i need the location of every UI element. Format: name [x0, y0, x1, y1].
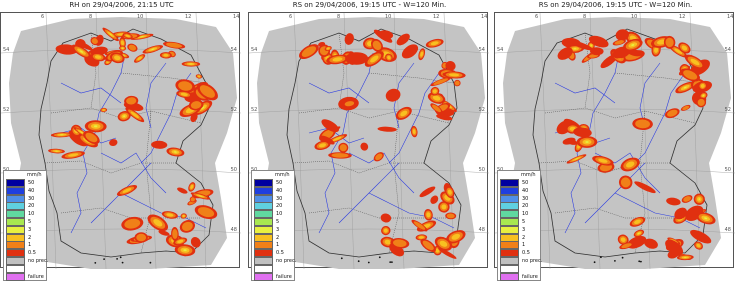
legend-label: failure: [276, 273, 292, 280]
legend-swatch: [500, 202, 519, 210]
legend-label: 3: [522, 226, 526, 233]
latitude-tick: 54: [3, 47, 10, 53]
color-legend: [497, 170, 541, 281]
legend-item: [254, 249, 294, 257]
legend-label: 40: [522, 187, 529, 194]
longitude-tick: 6: [289, 14, 293, 20]
longitude-tick: 6: [41, 14, 45, 20]
longitude-tick: 12: [185, 14, 192, 20]
legend-item: [6, 210, 46, 218]
longitude-tick: 14: [233, 14, 240, 20]
station-dot: [122, 262, 124, 264]
legend-item: [254, 265, 294, 273]
station-dot: [103, 258, 105, 260]
legend-swatch: [500, 257, 519, 265]
station-dot: [120, 256, 122, 258]
legend-item: [500, 257, 543, 265]
legend-item: [500, 234, 540, 242]
legend-swatch: [6, 234, 25, 242]
legend-label: 1: [28, 242, 32, 249]
legend-item: [500, 195, 540, 203]
legend-unit: mm/h: [275, 172, 290, 178]
longitude-tick: 8: [89, 14, 93, 20]
panel: [494, 0, 737, 280]
latitude-tick: 52: [3, 107, 10, 113]
legend-swatch: [500, 187, 519, 195]
legend-label: 20: [28, 203, 35, 210]
legend-swatch: [500, 265, 519, 273]
legend-swatch: [254, 179, 273, 187]
legend-label: failure: [28, 273, 44, 280]
legend-item: [254, 195, 294, 203]
latitude-tick: 54: [724, 47, 731, 53]
legend-label: 1: [522, 242, 526, 249]
legend-swatch: [254, 218, 273, 226]
legend-label: 1: [276, 242, 280, 249]
legend-item: [6, 234, 46, 242]
legend-item: [6, 226, 46, 234]
legend-item: [500, 179, 540, 187]
legend-swatch: [254, 273, 273, 281]
legend-swatch: [254, 257, 273, 265]
longitude-tick: 6: [535, 14, 539, 20]
precipitation-cell: [136, 234, 146, 241]
legend-swatch: [500, 273, 519, 281]
panel: [248, 0, 491, 280]
station-dot: [614, 260, 616, 262]
legend-swatch: [6, 226, 25, 234]
radar-map: [0, 12, 240, 280]
panel-title: RS on 29/04/2006, 19:15 UTC - W=120 Min.: [538, 1, 693, 9]
legend-swatch: [254, 187, 273, 195]
latitude-tick: 52: [497, 107, 504, 113]
station-dot: [358, 260, 360, 262]
legend-label: failure: [522, 273, 538, 280]
panel-title: RS on 29/04/2006, 19:15 UTC - W=120 Min.: [292, 1, 447, 9]
latitude-tick: 54: [478, 47, 485, 53]
legend-swatch: [500, 249, 519, 257]
legend-item: [6, 257, 49, 265]
legend-label: 30: [522, 195, 529, 202]
longitude-tick: 14: [481, 14, 488, 20]
legend-swatch: [500, 234, 519, 242]
latitude-tick: 50: [230, 167, 237, 173]
legend-item: [6, 202, 46, 210]
longitude-tick: 10: [385, 14, 392, 20]
legend-item: [254, 202, 294, 210]
latitude-tick: 52: [251, 107, 258, 113]
legend-label: 30: [28, 195, 35, 202]
longitude-tick: 8: [583, 14, 587, 20]
legend-label: 50: [522, 180, 529, 186]
latitude-tick: 52: [230, 107, 237, 113]
legend-label: 50: [276, 180, 283, 186]
latitude-tick: 48: [230, 227, 237, 233]
legend-label: 2: [276, 234, 280, 241]
legend-swatch: [6, 265, 25, 273]
legend-swatch: [6, 218, 25, 226]
station-dot: [622, 257, 624, 259]
legend-swatch: [254, 226, 273, 234]
legend-item: [500, 210, 540, 218]
legend-item: [254, 218, 294, 226]
legend-swatch: [500, 226, 519, 234]
legend-unit: mm/h: [27, 172, 42, 178]
legend-label: 10: [522, 211, 529, 218]
legend-swatch: [254, 195, 273, 203]
legend-swatch: [500, 179, 519, 187]
legend-item: [254, 187, 294, 195]
legend-swatch: [500, 241, 519, 249]
legend-item: [500, 218, 540, 226]
legend-swatch: [254, 249, 273, 257]
station-dot: [379, 256, 381, 258]
longitude-tick: 10: [137, 14, 144, 20]
longitude-tick: 12: [679, 14, 686, 20]
latitude-tick: 52: [724, 107, 731, 113]
legend-label: 20: [276, 203, 283, 210]
station-dot: [150, 262, 152, 264]
station-dot: [391, 261, 393, 263]
legend-item: [500, 187, 540, 195]
color-legend: [251, 170, 295, 281]
latitude-tick: 50: [724, 167, 731, 173]
legend-label: 40: [276, 187, 283, 194]
station-dot: [94, 262, 96, 264]
legend-label: 50: [28, 180, 35, 186]
legend-swatch: [6, 249, 25, 257]
legend-swatch: [6, 195, 25, 203]
legend-item: [6, 187, 46, 195]
radar-map: [248, 12, 488, 280]
legend-swatch: [6, 241, 25, 249]
legend-item: [254, 179, 294, 187]
legend-item: [6, 179, 46, 187]
legend-item: [6, 195, 46, 203]
legend-item: [500, 265, 540, 273]
legend-label: no prec.: [276, 258, 297, 264]
latitude-tick: 48: [478, 227, 485, 233]
legend-label: 5: [276, 219, 280, 225]
latitude-tick: 50: [478, 167, 485, 173]
legend-item: [254, 241, 294, 249]
station-dot: [600, 256, 602, 258]
legend-item: [500, 249, 540, 257]
radar-map: [494, 12, 734, 280]
longitude-tick: 12: [433, 14, 440, 20]
station-dot: [368, 262, 370, 264]
legend-label: 0.5: [522, 250, 530, 257]
legend-item: [500, 241, 540, 249]
legend-swatch: [6, 210, 25, 218]
color-legend: [3, 170, 47, 281]
longitude-tick: 10: [631, 14, 638, 20]
longitude-tick: 14: [727, 14, 734, 20]
legend-swatch: [254, 202, 273, 210]
legend-label: 40: [28, 187, 35, 194]
legend-swatch: [6, 187, 25, 195]
legend-swatch: [500, 195, 519, 203]
station-dot: [640, 261, 642, 263]
legend-label: 10: [276, 211, 283, 218]
legend-swatch: [6, 257, 25, 265]
legend-label: 3: [28, 226, 32, 233]
legend-swatch: [6, 273, 25, 281]
latitude-tick: 54: [497, 47, 504, 53]
legend-item: [254, 234, 294, 242]
latitude-tick: 54: [251, 47, 258, 53]
legend-item: [6, 265, 46, 273]
station-dot: [638, 260, 640, 262]
legend-label: 20: [522, 203, 529, 210]
legend-swatch: [254, 241, 273, 249]
station-dot: [116, 258, 118, 260]
legend-swatch: [6, 202, 25, 210]
legend-label: 5: [522, 219, 526, 225]
legend-swatch: [500, 218, 519, 226]
legend-item: [254, 257, 297, 265]
legend-label: 3: [276, 226, 280, 233]
legend-swatch: [500, 210, 519, 218]
legend-item: [6, 249, 46, 257]
station-dot: [341, 257, 343, 259]
latitude-tick: 54: [230, 47, 237, 53]
legend-swatch: [254, 265, 273, 273]
legend-item: [254, 273, 294, 281]
panel: [0, 0, 243, 280]
legend-label: 0.5: [276, 250, 284, 257]
legend-unit: mm/h: [521, 172, 536, 178]
legend-item: [254, 226, 294, 234]
legend-label: 2: [28, 234, 32, 241]
longitude-tick: 8: [337, 14, 341, 20]
latitude-tick: 48: [724, 227, 731, 233]
station-dot: [389, 261, 391, 263]
station-dot: [594, 261, 596, 263]
legend-item: [254, 210, 294, 218]
legend-label: 30: [276, 195, 283, 202]
legend-label: 0.5: [28, 250, 36, 257]
legend-item: [500, 202, 540, 210]
legend-swatch: [6, 179, 25, 187]
legend-label: 10: [28, 211, 35, 218]
legend-label: 2: [522, 234, 526, 241]
legend-item: [6, 218, 46, 226]
legend-swatch: [254, 234, 273, 242]
legend-item: [6, 273, 46, 281]
legend-item: [6, 241, 46, 249]
legend-swatch: [254, 210, 273, 218]
panel-title: RH on 29/04/2006, 21:15 UTC: [69, 1, 174, 9]
legend-label: no prec.: [522, 258, 543, 264]
legend-label: no prec.: [28, 258, 49, 264]
latitude-tick: 52: [478, 107, 485, 113]
legend-item: [500, 226, 540, 234]
legend-item: [500, 273, 540, 281]
legend-label: 5: [28, 219, 32, 225]
